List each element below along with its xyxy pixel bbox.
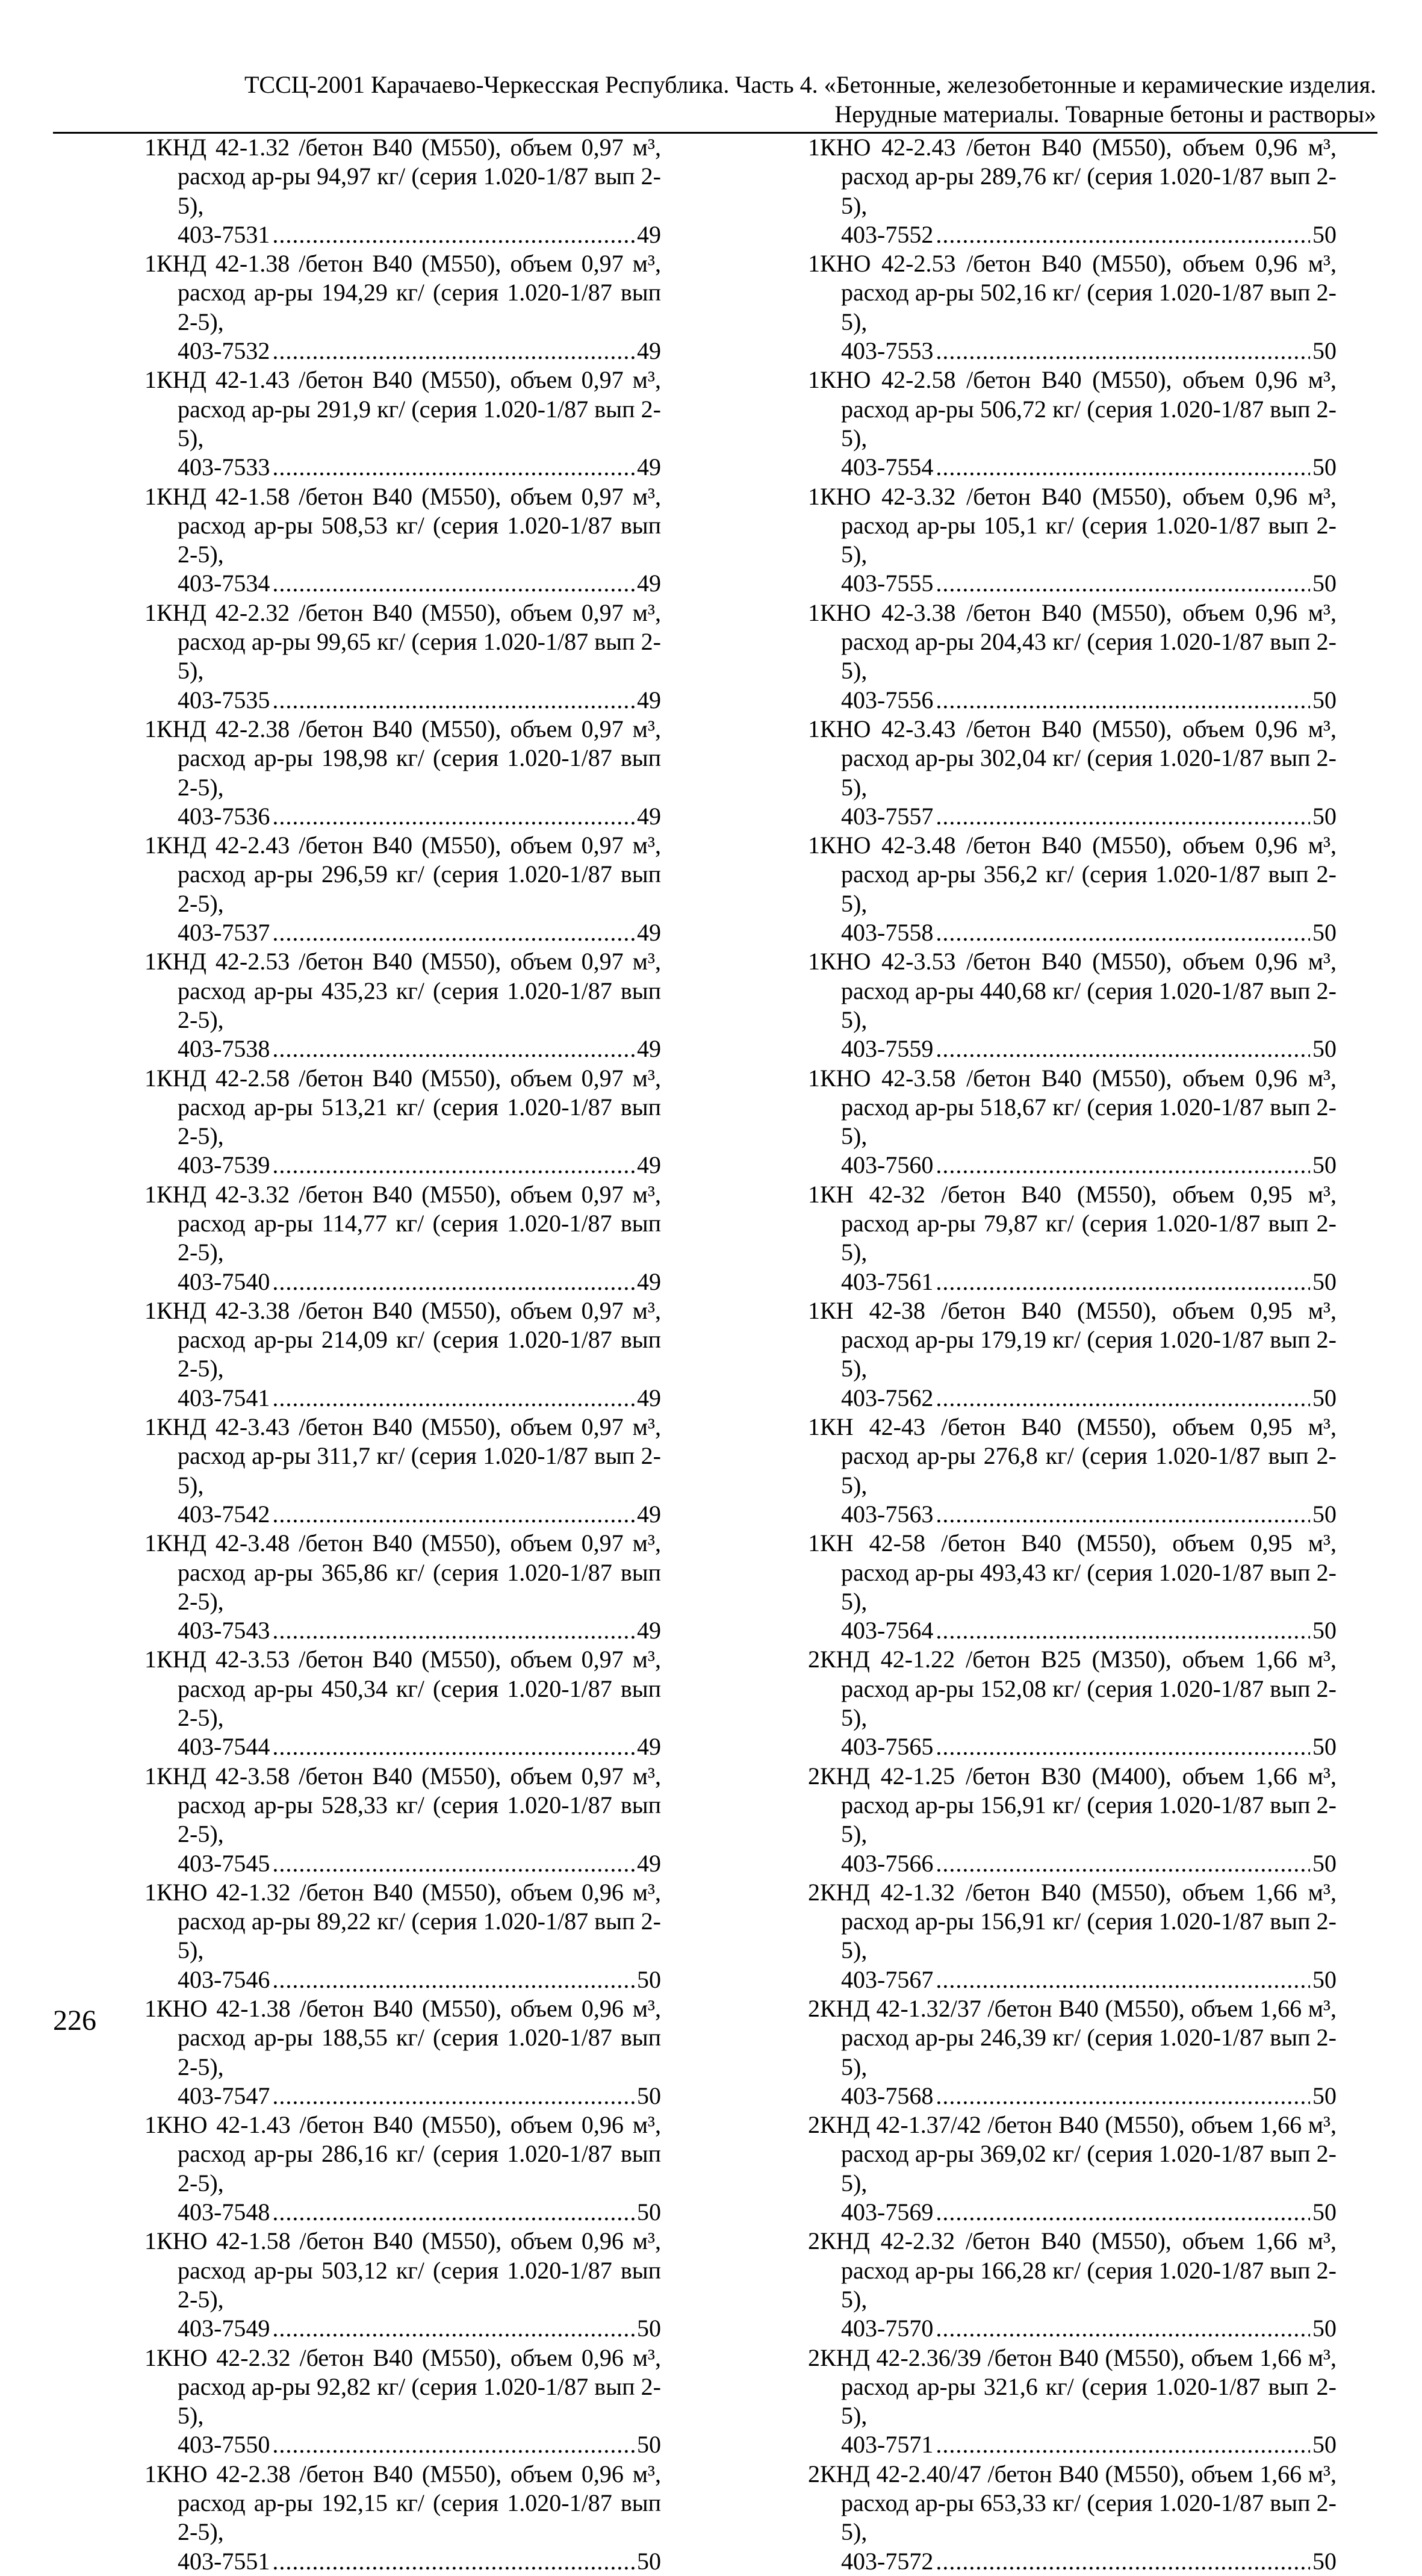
entry-text: 1КНД 42-3.43 /бетон В40 (М550), объем 0,97 м³, расход ар-ры 311,7 кг/ (серия 1.020-1/87 вып 2-5), bbox=[144, 1413, 661, 1499]
entry-text: 1КНД 42-1.38 /бетон В40 (М550), объем 0,97 м³, расход ар-ры 194,29 кг/ (серия 1.020-1/87 вып 2-5), bbox=[144, 250, 661, 335]
leader-dots bbox=[272, 337, 635, 366]
entry-page: 50 bbox=[1312, 2315, 1337, 2342]
entry-text: 2КНД 42-1.37/42 /бетон В40 (М550), объем 1,66 м³, расход ар-ры 369,02 кг/ (серия 1.020-1/87 вып 2-5), bbox=[808, 2111, 1337, 2197]
entry-page: 50 bbox=[1312, 802, 1337, 830]
index-entry bbox=[808, 1529, 1337, 1645]
index-entry bbox=[144, 366, 661, 482]
entry-page: 50 bbox=[1312, 337, 1337, 365]
entry-code: 403-7550 bbox=[178, 2431, 270, 2459]
entry-text: 1КНД 42-2.53 /бетон В40 (М550), объем 0,97 м³, расход ар-ры 435,23 кг/ (серия 1.020-1/87 вып 2-5), bbox=[144, 948, 661, 1033]
index-entry bbox=[808, 133, 1337, 249]
leader-dots bbox=[936, 2082, 1310, 2111]
entry-text: 1КНО 42-2.53 /бетон В40 (М550), объем 0,96 м³, расход ар-ры 502,16 кг/ (серия 1.020-1/87 вып 2-5), bbox=[808, 250, 1337, 335]
leader-dots bbox=[936, 1965, 1310, 1994]
entry-page: 50 bbox=[637, 2082, 661, 2109]
entry-text: 2КНД 42-1.32/37 /бетон В40 (М550), объем 1,66 м³, расход ар-ры 246,39 кг/ (серия 1.020-1/87 вып 2-5), bbox=[808, 1995, 1337, 2080]
entry-text: 1КНО 42-2.43 /бетон В40 (М550), объем 0,96 м³, расход ар-ры 289,76 кг/ (серия 1.020-1/87 вып 2-5), bbox=[808, 134, 1337, 219]
index-entry bbox=[144, 1762, 661, 1878]
entry-text: 2КНД 42-2.32 /бетон В40 (М550), объем 1,66 м³, расход ар-ры 166,28 кг/ (серия 1.020-1/87 вып 2-5), bbox=[808, 2227, 1337, 2313]
leader-dots bbox=[936, 802, 1310, 831]
entry-page: 49 bbox=[637, 1849, 661, 1877]
entry-text: 1КНД 42-2.58 /бетон В40 (М550), объем 0,97 м³, расход ар-ры 513,21 кг/ (серия 1.020-1/87 вып 2-5), bbox=[144, 1064, 661, 1150]
entry-code: 403-7551 bbox=[178, 2547, 270, 2575]
entry-page: 49 bbox=[637, 1733, 661, 1761]
entry-text: 1КНО 42-2.32 /бетон В40 (М550), объем 0,96 м³, расход ар-ры 92,82 кг/ (серия 1.020-1/87 вып 2-5), bbox=[144, 2344, 661, 2430]
entry-page: 50 bbox=[637, 2547, 661, 2575]
entry-code: 403-7558 bbox=[841, 919, 934, 947]
entry-text: 1КН 42-43 /бетон В40 (М550), объем 0,95 м³, расход ар-ры 276,8 кг/ (серия 1.020-1/87 вып 2-5), bbox=[808, 1413, 1337, 1499]
entry-code: 403-7564 bbox=[841, 1617, 934, 1644]
index-entry bbox=[144, 599, 661, 715]
leader-dots bbox=[936, 1732, 1310, 1761]
entry-text: 1КНО 42-2.58 /бетон В40 (М550), объем 0,96 м³, расход ар-ры 506,72 кг/ (серия 1.020-1/87 вып 2-5), bbox=[808, 366, 1337, 452]
entry-code: 403-7554 bbox=[841, 453, 934, 481]
index-entry bbox=[808, 1878, 1337, 1994]
index-entry bbox=[808, 1296, 1337, 1413]
index-entry bbox=[808, 2460, 1337, 2576]
entry-page: 50 bbox=[1312, 2547, 1337, 2575]
index-entry bbox=[808, 2344, 1337, 2460]
leader-dots bbox=[272, 1151, 635, 1180]
entry-text: 1КНО 42-1.43 /бетон В40 (М550), объем 0,96 м³, расход ар-ры 286,16 кг/ (серия 1.020-1/87 вып 2-5), bbox=[144, 2111, 661, 2197]
index-entry bbox=[808, 2111, 1337, 2227]
leader-dots bbox=[936, 1151, 1310, 1180]
leader-dots bbox=[272, 1849, 635, 1878]
entry-code: 403-7543 bbox=[178, 1617, 270, 1644]
entry-page: 50 bbox=[1312, 1849, 1337, 1877]
entry-page: 50 bbox=[1312, 1733, 1337, 1761]
entry-page: 50 bbox=[1312, 220, 1337, 248]
entry-page: 49 bbox=[637, 220, 661, 248]
entry-page: 50 bbox=[1312, 1151, 1337, 1179]
entry-page: 50 bbox=[1312, 1268, 1337, 1295]
entry-code: 403-7531 bbox=[178, 220, 270, 248]
entry-text: 1КНО 42-3.53 /бетон В40 (М550), объем 0,96 м³, расход ар-ры 440,68 кг/ (серия 1.020-1/87 вып 2-5), bbox=[808, 948, 1337, 1033]
index-entry bbox=[144, 1994, 661, 2111]
leader-dots bbox=[272, 1616, 635, 1645]
entry-page: 50 bbox=[1312, 2082, 1337, 2109]
index-entry bbox=[144, 1296, 661, 1413]
entry-page: 49 bbox=[637, 1268, 661, 1295]
entry-page: 49 bbox=[637, 1035, 661, 1063]
index-entry bbox=[808, 1762, 1337, 1878]
entry-text: 1КНО 42-1.32 /бетон В40 (М550), объем 0,96 м³, расход ар-ры 89,22 кг/ (серия 1.020-1/87 вып 2-5), bbox=[144, 1878, 661, 1964]
entry-page: 50 bbox=[1312, 919, 1337, 947]
leader-dots bbox=[936, 337, 1310, 366]
leader-dots bbox=[936, 453, 1310, 482]
entry-page: 50 bbox=[1312, 2431, 1337, 2459]
entry-code: 403-7534 bbox=[178, 570, 270, 597]
entry-text: 1КНД 42-1.58 /бетон В40 (М550), объем 0,97 м³, расход ар-ры 508,53 кг/ (серия 1.020-1/87 вып 2-5), bbox=[144, 482, 661, 568]
index-entry bbox=[144, 482, 661, 599]
index-entry bbox=[808, 2227, 1337, 2343]
entry-code: 403-7570 bbox=[841, 2315, 934, 2342]
entry-text: 1КНД 42-2.38 /бетон В40 (М550), объем 0,97 м³, расход ар-ры 198,98 кг/ (серия 1.020-1/87 вып 2-5), bbox=[144, 715, 661, 801]
header-line-1: ТССЦ-2001 Карачаево-Черкесская Республика. Часть 4. «Бетонные, железобетонные и керамические изделия. bbox=[244, 71, 1376, 98]
index-entry bbox=[144, 249, 661, 366]
index-entry bbox=[144, 1645, 661, 1761]
entry-page: 50 bbox=[1312, 570, 1337, 597]
entry-code: 403-7541 bbox=[178, 1384, 270, 1411]
entry-code: 403-7557 bbox=[841, 802, 934, 830]
running-header bbox=[60, 70, 1376, 129]
leader-dots bbox=[936, 2547, 1310, 2576]
index-entry bbox=[144, 715, 661, 831]
entry-code: 403-7544 bbox=[178, 1733, 270, 1761]
entry-text: 2КНД 42-2.36/39 /бетон В40 (М550), объем 1,66 м³, расход ар-ры 321,6 кг/ (серия 1.020-1/87 вып 2-5), bbox=[808, 2344, 1337, 2430]
leader-dots bbox=[936, 569, 1310, 598]
entry-text: 1КНО 42-3.38 /бетон В40 (М550), объем 0,96 м³, расход ар-ры 204,43 кг/ (серия 1.020-1/87 вып 2-5), bbox=[808, 599, 1337, 685]
leader-dots bbox=[272, 1268, 635, 1296]
entry-page: 50 bbox=[637, 1965, 661, 1993]
entry-code: 403-7563 bbox=[841, 1500, 934, 1528]
entry-text: 1КНД 42-3.32 /бетон В40 (М550), объем 0,97 м³, расход ар-ры 114,77 кг/ (серия 1.020-1/87 вып 2-5), bbox=[144, 1180, 661, 1266]
entry-code: 403-7568 bbox=[841, 2082, 934, 2109]
entry-code: 403-7542 bbox=[178, 1500, 270, 1528]
entry-text: 1КНО 42-3.58 /бетон В40 (М550), объем 0,96 м³, расход ар-ры 518,67 кг/ (серия 1.020-1/87 вып 2-5), bbox=[808, 1064, 1337, 1150]
leader-dots bbox=[272, 453, 635, 482]
leader-dots bbox=[272, 2198, 635, 2227]
entry-code: 403-7553 bbox=[841, 337, 934, 365]
entry-page: 49 bbox=[637, 337, 661, 365]
entry-code: 403-7547 bbox=[178, 2082, 270, 2109]
entry-page: 50 bbox=[1312, 2198, 1337, 2226]
entry-code: 403-7535 bbox=[178, 686, 270, 714]
entry-code: 403-7548 bbox=[178, 2198, 270, 2226]
leader-dots bbox=[936, 1849, 1310, 1878]
index-entry bbox=[808, 1413, 1337, 1529]
index-entry bbox=[144, 1529, 661, 1645]
entry-text: 1КНД 42-3.58 /бетон В40 (М550), объем 0,97 м³, расход ар-ры 528,33 кг/ (серия 1.020-1/87 вып 2-5), bbox=[144, 1762, 661, 1848]
entry-code: 403-7571 bbox=[841, 2431, 934, 2459]
index-entry bbox=[144, 947, 661, 1063]
entry-text: 2КНД 42-2.40/47 /бетон В40 (М550), объем 1,66 м³, расход ар-ры 653,33 кг/ (серия 1.020-1/87 вып 2-5), bbox=[808, 2460, 1337, 2546]
entry-code: 403-7545 bbox=[178, 1849, 270, 1877]
index-entry bbox=[144, 2111, 661, 2227]
entry-text: 1КНО 42-3.32 /бетон В40 (М550), объем 0,96 м³, расход ар-ры 105,1 кг/ (серия 1.020-1/87 вып 2-5), bbox=[808, 482, 1337, 568]
leader-dots bbox=[936, 1384, 1310, 1413]
index-entry bbox=[144, 1064, 661, 1180]
leader-dots bbox=[272, 1732, 635, 1761]
entry-code: 403-7560 bbox=[841, 1151, 934, 1179]
entry-page: 49 bbox=[637, 919, 661, 947]
entry-page: 50 bbox=[1312, 1500, 1337, 1528]
entry-text: 1КНД 42-2.32 /бетон В40 (М550), объем 0,97 м³, расход ар-ры 99,65 кг/ (серия 1.020-1/87 вып 2-5), bbox=[144, 599, 661, 685]
entry-page: 49 bbox=[637, 1500, 661, 1528]
entry-page: 49 bbox=[637, 453, 661, 481]
leader-dots bbox=[272, 2547, 635, 2576]
entry-text: 1КНД 42-1.43 /бетон В40 (М550), объем 0,97 м³, расход ар-ры 291,9 кг/ (серия 1.020-1/87 вып 2-5), bbox=[144, 366, 661, 452]
index-entry bbox=[808, 1994, 1337, 2111]
entry-text: 1КНО 42-2.38 /бетон В40 (М550), объем 0,96 м³, расход ар-ры 192,15 кг/ (серия 1.020-1/87 вып 2-5), bbox=[144, 2460, 661, 2546]
index-entry bbox=[808, 366, 1337, 482]
leader-dots bbox=[936, 2198, 1310, 2227]
index-entry bbox=[808, 482, 1337, 599]
leader-dots bbox=[272, 1034, 635, 1063]
leader-dots bbox=[272, 1500, 635, 1529]
index-entry bbox=[808, 249, 1337, 366]
entry-page: 50 bbox=[637, 2315, 661, 2342]
entry-text: 1КН 42-32 /бетон В40 (М550), объем 0,95 м³, расход ар-ры 79,87 кг/ (серия 1.020-1/87 вып 2-5), bbox=[808, 1180, 1337, 1266]
entry-page: 49 bbox=[637, 686, 661, 714]
leader-dots bbox=[936, 1500, 1310, 1529]
index-entry bbox=[144, 1180, 661, 1296]
entry-code: 403-7552 bbox=[841, 220, 934, 248]
index-entry bbox=[144, 2227, 661, 2343]
entry-code: 403-7565 bbox=[841, 1733, 934, 1761]
entry-text: 1КН 42-58 /бетон В40 (М550), объем 0,95 м³, расход ар-ры 493,43 кг/ (серия 1.020-1/87 вып 2-5), bbox=[808, 1529, 1337, 1615]
entry-code: 403-7539 bbox=[178, 1151, 270, 1179]
entry-code: 403-7566 bbox=[841, 1849, 934, 1877]
entry-text: 1КНД 42-3.38 /бетон В40 (М550), объем 0,97 м³, расход ар-ры 214,09 кг/ (серия 1.020-1/87 вып 2-5), bbox=[144, 1296, 661, 1383]
index-column-right bbox=[808, 133, 1337, 2576]
leader-dots bbox=[936, 1034, 1310, 1063]
entry-page: 49 bbox=[637, 1617, 661, 1644]
entry-page: 49 bbox=[637, 802, 661, 830]
header-line-2: Нерудные материалы. Товарные бетоны и растворы» bbox=[834, 101, 1376, 128]
entry-page: 50 bbox=[1312, 686, 1337, 714]
index-entry bbox=[808, 1645, 1337, 1761]
entry-text: 2КНД 42-1.22 /бетон В25 (М350), объем 1,66 м³, расход ар-ры 152,08 кг/ (серия 1.020-1/87 вып 2-5), bbox=[808, 1646, 1337, 1732]
page-number: 226 bbox=[53, 2005, 96, 2036]
entry-code: 403-7555 bbox=[841, 570, 934, 597]
entry-page: 50 bbox=[1312, 1965, 1337, 1993]
leader-dots bbox=[272, 686, 635, 715]
entry-code: 403-7569 bbox=[841, 2198, 934, 2226]
entry-code: 403-7532 bbox=[178, 337, 270, 365]
entry-code: 403-7538 bbox=[178, 1035, 270, 1063]
entry-page: 50 bbox=[1312, 453, 1337, 481]
leader-dots bbox=[272, 2430, 635, 2459]
entry-page: 50 bbox=[637, 2198, 661, 2226]
entry-page: 49 bbox=[637, 1384, 661, 1411]
leader-dots bbox=[936, 1616, 1310, 1645]
entry-page: 50 bbox=[637, 2431, 661, 2459]
leader-dots bbox=[936, 1268, 1310, 1296]
entry-text: 1КНО 42-1.38 /бетон В40 (М550), объем 0,96 м³, расход ар-ры 188,55 кг/ (серия 1.020-1/87 вып 2-5), bbox=[144, 1995, 661, 2080]
entry-code: 403-7549 bbox=[178, 2315, 270, 2342]
entry-code: 403-7572 bbox=[841, 2547, 934, 2575]
leader-dots bbox=[272, 2082, 635, 2111]
entry-code: 403-7536 bbox=[178, 802, 270, 830]
entry-text: 1КНО 42-1.58 /бетон В40 (М550), объем 0,96 м³, расход ар-ры 503,12 кг/ (серия 1.020-1/87 вып 2-5), bbox=[144, 2227, 661, 2313]
entry-text: 2КНД 42-1.32 /бетон В40 (М550), объем 1,66 м³, расход ар-ры 156,91 кг/ (серия 1.020-1/87 вып 2-5), bbox=[808, 1878, 1337, 1964]
entry-page: 50 bbox=[1312, 1035, 1337, 1063]
leader-dots bbox=[272, 918, 635, 947]
index-entry bbox=[808, 715, 1337, 831]
entry-page: 49 bbox=[637, 570, 661, 597]
entry-code: 403-7556 bbox=[841, 686, 934, 714]
leader-dots bbox=[272, 2314, 635, 2343]
entry-text: 1КНД 42-3.48 /бетон В40 (М550), объем 0,97 м³, расход ар-ры 365,86 кг/ (серия 1.020-1/87 вып 2-5), bbox=[144, 1529, 661, 1615]
entry-text: 1КНД 42-1.32 /бетон В40 (М550), объем 0,97 м³, расход ар-ры 94,97 кг/ (серия 1.020-1/87 вып 2-5), bbox=[144, 134, 661, 219]
entry-code: 403-7537 bbox=[178, 919, 270, 947]
entry-text: 1КНО 42-3.43 /бетон В40 (М550), объем 0,96 м³, расход ар-ры 302,04 кг/ (серия 1.020-1/87 вып 2-5), bbox=[808, 715, 1337, 801]
entry-text: 1КНО 42-3.48 /бетон В40 (М550), объем 0,96 м³, расход ар-ры 356,2 кг/ (серия 1.020-1/87 вып 2-5), bbox=[808, 832, 1337, 917]
entry-code: 403-7561 bbox=[841, 1268, 934, 1295]
index-entry bbox=[144, 2460, 661, 2576]
leader-dots bbox=[272, 802, 635, 831]
leader-dots bbox=[272, 1384, 635, 1413]
entry-code: 403-7540 bbox=[178, 1268, 270, 1295]
entry-code: 403-7562 bbox=[841, 1384, 934, 1411]
entry-text: 1КНД 42-2.43 /бетон В40 (М550), объем 0,97 м³, расход ар-ры 296,59 кг/ (серия 1.020-1/87 вып 2-5), bbox=[144, 832, 661, 917]
leader-dots bbox=[936, 918, 1310, 947]
leader-dots bbox=[272, 1965, 635, 1994]
entry-page: 49 bbox=[637, 1151, 661, 1179]
leader-dots bbox=[936, 2314, 1310, 2343]
leader-dots bbox=[936, 2430, 1310, 2459]
entry-code: 403-7567 bbox=[841, 1965, 934, 1993]
index-entry bbox=[808, 831, 1337, 947]
index-entry bbox=[144, 133, 661, 249]
index-entry bbox=[808, 1064, 1337, 1180]
entry-text: 1КН 42-38 /бетон В40 (М550), объем 0,95 м³, расход ар-ры 179,19 кг/ (серия 1.020-1/87 вып 2-5), bbox=[808, 1296, 1337, 1383]
leader-dots bbox=[936, 220, 1310, 249]
index-entry bbox=[808, 947, 1337, 1063]
entry-page: 50 bbox=[1312, 1617, 1337, 1644]
index-entry bbox=[144, 2344, 661, 2460]
leader-dots bbox=[936, 686, 1310, 715]
entry-code: 403-7546 bbox=[178, 1965, 270, 1993]
index-entry bbox=[808, 1180, 1337, 1296]
entry-code: 403-7559 bbox=[841, 1035, 934, 1063]
index-entry bbox=[144, 1878, 661, 1994]
entry-text: 1КНД 42-3.53 /бетон В40 (М550), объем 0,97 м³, расход ар-ры 450,34 кг/ (серия 1.020-1/87 вып 2-5), bbox=[144, 1646, 661, 1732]
leader-dots bbox=[272, 220, 635, 249]
entry-code: 403-7533 bbox=[178, 453, 270, 481]
index-entry bbox=[144, 1413, 661, 1529]
index-entry bbox=[144, 831, 661, 947]
entry-page: 50 bbox=[1312, 1384, 1337, 1411]
index-entry bbox=[808, 599, 1337, 715]
entry-text: 2КНД 42-1.25 /бетон В30 (М400), объем 1,66 м³, расход ар-ры 156,91 кг/ (серия 1.020-1/87 вып 2-5), bbox=[808, 1762, 1337, 1848]
leader-dots bbox=[272, 569, 635, 598]
index-column-left bbox=[144, 133, 661, 2576]
